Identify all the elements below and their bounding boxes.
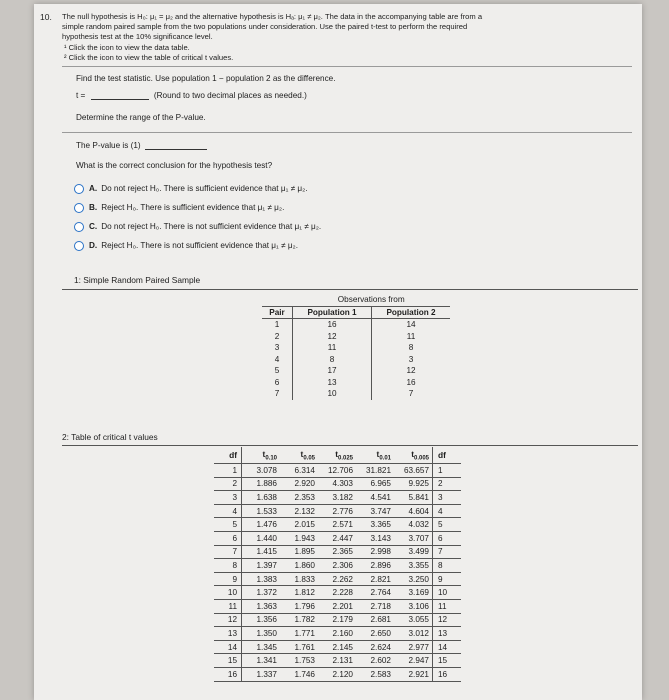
table-cell: 3.169 — [394, 586, 433, 600]
table-cell: 12 — [433, 613, 462, 627]
table-cell: 1.796 — [280, 599, 318, 613]
table-cell: 2.160 — [318, 627, 356, 641]
observations-header: Observations from — [337, 295, 405, 305]
table-row — [262, 388, 450, 400]
table-cell: 6.314 — [280, 464, 318, 478]
table-cell: 5 — [433, 518, 462, 532]
table-row — [262, 331, 450, 343]
table-cell: 7 — [214, 545, 242, 559]
table-cell: 1.415 — [242, 545, 281, 559]
table-cell: 11 — [214, 599, 242, 613]
table-cell: 63.657 — [394, 464, 433, 478]
table-cell: 1.363 — [242, 599, 281, 613]
table-cell: 1.771 — [280, 627, 318, 641]
table-row — [214, 667, 461, 681]
table-cell: 13 — [214, 627, 242, 641]
table-row — [214, 559, 461, 573]
table-cell: 6.965 — [356, 477, 394, 491]
table-cell: 4 — [214, 504, 242, 518]
t-label: t = — [76, 91, 86, 100]
radio-button[interactable] — [74, 184, 84, 194]
table-cell: 2.998 — [356, 545, 394, 559]
table-cell: 1.345 — [242, 640, 281, 654]
table-cell: 1.350 — [242, 627, 281, 641]
table-cell: 31.821 — [356, 464, 394, 478]
table-cell: 1 — [262, 319, 293, 331]
table-row — [262, 319, 450, 331]
table-cell: 2.201 — [318, 599, 356, 613]
divider — [62, 66, 632, 67]
table-cell: 3.012 — [394, 627, 433, 641]
table-cell: 1.895 — [280, 545, 318, 559]
column-header: Pair — [262, 306, 293, 319]
table-cell: 4 — [262, 354, 293, 366]
table-row — [262, 365, 450, 377]
table-cell: 4.303 — [318, 477, 356, 491]
table-cell: 2.977 — [394, 640, 433, 654]
table-cell: 2.764 — [356, 586, 394, 600]
table-cell: 2 — [433, 477, 462, 491]
table-row — [214, 613, 461, 627]
column-header: $t_{0.005}$ — [394, 447, 433, 464]
table-cell: 3.106 — [394, 599, 433, 613]
table-cell: 12 — [406, 366, 416, 376]
column-header: $t_{0.10}$ — [242, 447, 281, 464]
pvalue-range-prompt: Determine the range of the P-value. — [76, 113, 206, 122]
table-cell: 2.131 — [318, 654, 356, 668]
table-cell: 9 — [214, 572, 242, 586]
section-rule — [62, 445, 638, 446]
table-row — [262, 354, 450, 366]
table-cell: 4.032 — [394, 518, 433, 532]
table-cell: 3.078 — [242, 464, 281, 478]
table-cell: 2.228 — [318, 586, 356, 600]
table-row — [214, 464, 461, 478]
column-header: df — [214, 447, 242, 464]
t-answer-input[interactable] — [91, 92, 149, 100]
intro-line-3: hypothesis test at the 10% significance level. — [62, 32, 213, 41]
table-cell: 7 — [433, 545, 462, 559]
radio-button[interactable] — [74, 222, 84, 232]
table-cell: 1.372 — [242, 586, 281, 600]
table-cell: 13 — [433, 627, 462, 641]
table-cell: 2.179 — [318, 613, 356, 627]
table-cell: 11 — [433, 599, 462, 613]
column-header: Population 2 — [372, 306, 451, 319]
table-cell: 2.650 — [356, 627, 394, 641]
table-cell: 2.447 — [318, 531, 356, 545]
table-cell: 5 — [214, 518, 242, 532]
table-cell: 2.718 — [356, 599, 394, 613]
table-cell: 11 — [406, 331, 416, 341]
table-cell: 12.706 — [318, 464, 356, 478]
option-a[interactable]: A. Do not reject H₀. There is sufficient evidence that μ₁ ≠ μ₂. — [74, 184, 308, 194]
table-cell: 3.182 — [318, 491, 356, 505]
table-cell: 1.782 — [280, 613, 318, 627]
table-cell: 1.886 — [242, 477, 281, 491]
option-b[interactable]: B. Reject H₀. There is sufficient evidence that μ₁ ≠ μ₂. — [74, 203, 284, 213]
table-cell: 3.250 — [394, 572, 433, 586]
option-c[interactable]: C. Do not reject H₀. There is not sufficient evidence that μ₁ ≠ μ₂. — [74, 222, 321, 232]
critical-table-title: 2: Table of critical t values — [62, 432, 158, 442]
table-cell: 1.746 — [280, 667, 318, 681]
table-cell: 2.776 — [318, 504, 356, 518]
table-cell: 3.499 — [394, 545, 433, 559]
table-cell: 8 — [433, 559, 462, 573]
table-cell: 2.365 — [318, 545, 356, 559]
table-row — [214, 572, 461, 586]
table-cell: 16 — [293, 319, 372, 331]
t-hint: (Round to two decimal places as needed.) — [153, 91, 307, 100]
table-cell: 11 — [293, 342, 372, 354]
table-cell: 2.920 — [280, 477, 318, 491]
table-cell: 10 — [214, 586, 242, 600]
table-cell: 1.761 — [280, 640, 318, 654]
table-row — [214, 531, 461, 545]
radio-button[interactable] — [74, 241, 84, 251]
table-cell: 12 — [214, 613, 242, 627]
critical-values-table — [214, 447, 461, 682]
table-cell: 4.541 — [356, 491, 394, 505]
table-row — [214, 654, 461, 668]
paired-sample-table — [262, 294, 450, 400]
table-cell: 1.383 — [242, 572, 281, 586]
table-cell: 2.262 — [318, 572, 356, 586]
table-cell: 7 — [262, 388, 293, 400]
table-cell: 2.921 — [394, 667, 433, 681]
intro-line-2: simple random paired sample from the two populations under consideration. Use the paired t-test to perform the required — [62, 22, 468, 31]
pvalue-dropdown[interactable] — [145, 142, 207, 150]
table-cell: 2.571 — [318, 518, 356, 532]
question-number: 10. — [40, 12, 52, 22]
intro-line-1: The null hypothesis is H₀: μ₁ = μ₂ and the alternative hypothesis is Hₐ: μ₁ ≠ μ₂. The data in the accompanying table are from a — [62, 12, 483, 21]
table-cell: 2.132 — [280, 504, 318, 518]
table-cell: 16 — [433, 667, 462, 681]
table-cell: 2.947 — [394, 654, 433, 668]
table-cell: 6 — [214, 531, 242, 545]
column-header: $t_{0.025}$ — [318, 447, 356, 464]
table-cell: 17 — [293, 365, 372, 377]
table-cell: 14 — [433, 640, 462, 654]
column-header: Population 1 — [293, 306, 372, 319]
table-cell: 3 — [262, 342, 293, 354]
table-cell: 3.143 — [356, 531, 394, 545]
table-cell: 1.812 — [280, 586, 318, 600]
table-cell: 2.306 — [318, 559, 356, 573]
table-row — [262, 342, 450, 354]
sample-table-title: 1: Simple Random Paired Sample — [74, 275, 201, 285]
table-cell: 9 — [433, 572, 462, 586]
table-cell: 1.943 — [280, 531, 318, 545]
table-cell: 1.397 — [242, 559, 281, 573]
table-cell: 2.821 — [356, 572, 394, 586]
table-cell: 3.707 — [394, 531, 433, 545]
worksheet-page — [34, 4, 642, 700]
table-cell: 2 — [214, 477, 242, 491]
table-row — [214, 491, 461, 505]
table-cell: 8 — [408, 343, 414, 353]
table-cell: 6 — [433, 531, 462, 545]
table-row — [214, 599, 461, 613]
table-cell: 1.638 — [242, 491, 281, 505]
table-cell: 1 — [214, 464, 242, 478]
table-cell: 3.747 — [356, 504, 394, 518]
table-cell: 15 — [433, 654, 462, 668]
divider — [62, 132, 632, 133]
table-cell: 5.841 — [394, 491, 433, 505]
table-cell: 13 — [293, 377, 372, 389]
table-cell: 1 — [433, 464, 462, 478]
column-header: $t_{0.01}$ — [356, 447, 394, 464]
table-cell: 10 — [293, 388, 372, 400]
table-cell: 15 — [214, 654, 242, 668]
table-cell: 2.015 — [280, 518, 318, 532]
table-cell: 3.365 — [356, 518, 394, 532]
table-row — [262, 377, 450, 389]
table-row — [214, 545, 461, 559]
table-cell: 2.896 — [356, 559, 394, 573]
table-cell: 3 — [433, 491, 462, 505]
table-cell: 2.353 — [280, 491, 318, 505]
pvalue-label: The P-value is (1) — [76, 141, 141, 150]
table-cell: 2.120 — [318, 667, 356, 681]
pvalue-row — [76, 141, 207, 150]
table-cell: 2 — [262, 331, 293, 343]
table-cell: 2.602 — [356, 654, 394, 668]
table-row — [214, 504, 461, 518]
section-rule — [62, 289, 638, 290]
table-cell: 1.533 — [242, 504, 281, 518]
column-header: df — [433, 447, 462, 464]
table-cell: 8 — [293, 354, 372, 366]
table-cell: 12 — [293, 331, 372, 343]
table-row — [214, 640, 461, 654]
table-row — [214, 477, 461, 491]
table-cell: 1.753 — [280, 654, 318, 668]
table-cell: 14 — [406, 320, 416, 330]
option-d[interactable]: D. Reject H₀. There is not sufficient evidence that μ₁ ≠ μ₂. — [74, 241, 298, 251]
table-row — [214, 627, 461, 641]
table-cell: 1.440 — [242, 531, 281, 545]
footnote-data-table-link[interactable]: ¹ Click the icon to view the data table. — [64, 43, 190, 52]
table-cell: 1.356 — [242, 613, 281, 627]
table-cell: 10 — [433, 586, 462, 600]
table-cell: 3.355 — [394, 559, 433, 573]
table-cell: 9.925 — [394, 477, 433, 491]
table-cell: 1.833 — [280, 572, 318, 586]
table-cell: 2.145 — [318, 640, 356, 654]
table-cell: 1.341 — [242, 654, 281, 668]
table-cell: 6 — [262, 377, 293, 389]
table-cell: 3.055 — [394, 613, 433, 627]
table-cell: 3 — [214, 491, 242, 505]
t-answer-row — [76, 91, 307, 100]
table-cell: 4 — [433, 504, 462, 518]
find-statistic-prompt: Find the test statistic. Use population 1 − population 2 as the difference. — [76, 74, 336, 83]
table-row — [214, 586, 461, 600]
table-cell: 5 — [262, 365, 293, 377]
table-cell: 2.583 — [356, 667, 394, 681]
table-cell: 1.337 — [242, 667, 281, 681]
table-cell: 2.681 — [356, 613, 394, 627]
table-cell: 4.604 — [394, 504, 433, 518]
table-cell: 7 — [408, 389, 414, 399]
radio-button[interactable] — [74, 203, 84, 213]
table-cell: 2.624 — [356, 640, 394, 654]
table-cell: 16 — [406, 377, 416, 387]
table-cell: 3 — [408, 354, 414, 364]
table-cell: 8 — [214, 559, 242, 573]
footnote-critical-values-link[interactable]: ² Click the icon to view the table of critical t values. — [64, 53, 234, 62]
table-row — [214, 518, 461, 532]
conclusion-prompt: What is the correct conclusion for the hypothesis test? — [76, 161, 273, 170]
table-cell: 1.476 — [242, 518, 281, 532]
table-cell: 1.860 — [280, 559, 318, 573]
table-cell: 16 — [214, 667, 242, 681]
column-header: $t_{0.05}$ — [280, 447, 318, 464]
table-cell: 14 — [214, 640, 242, 654]
